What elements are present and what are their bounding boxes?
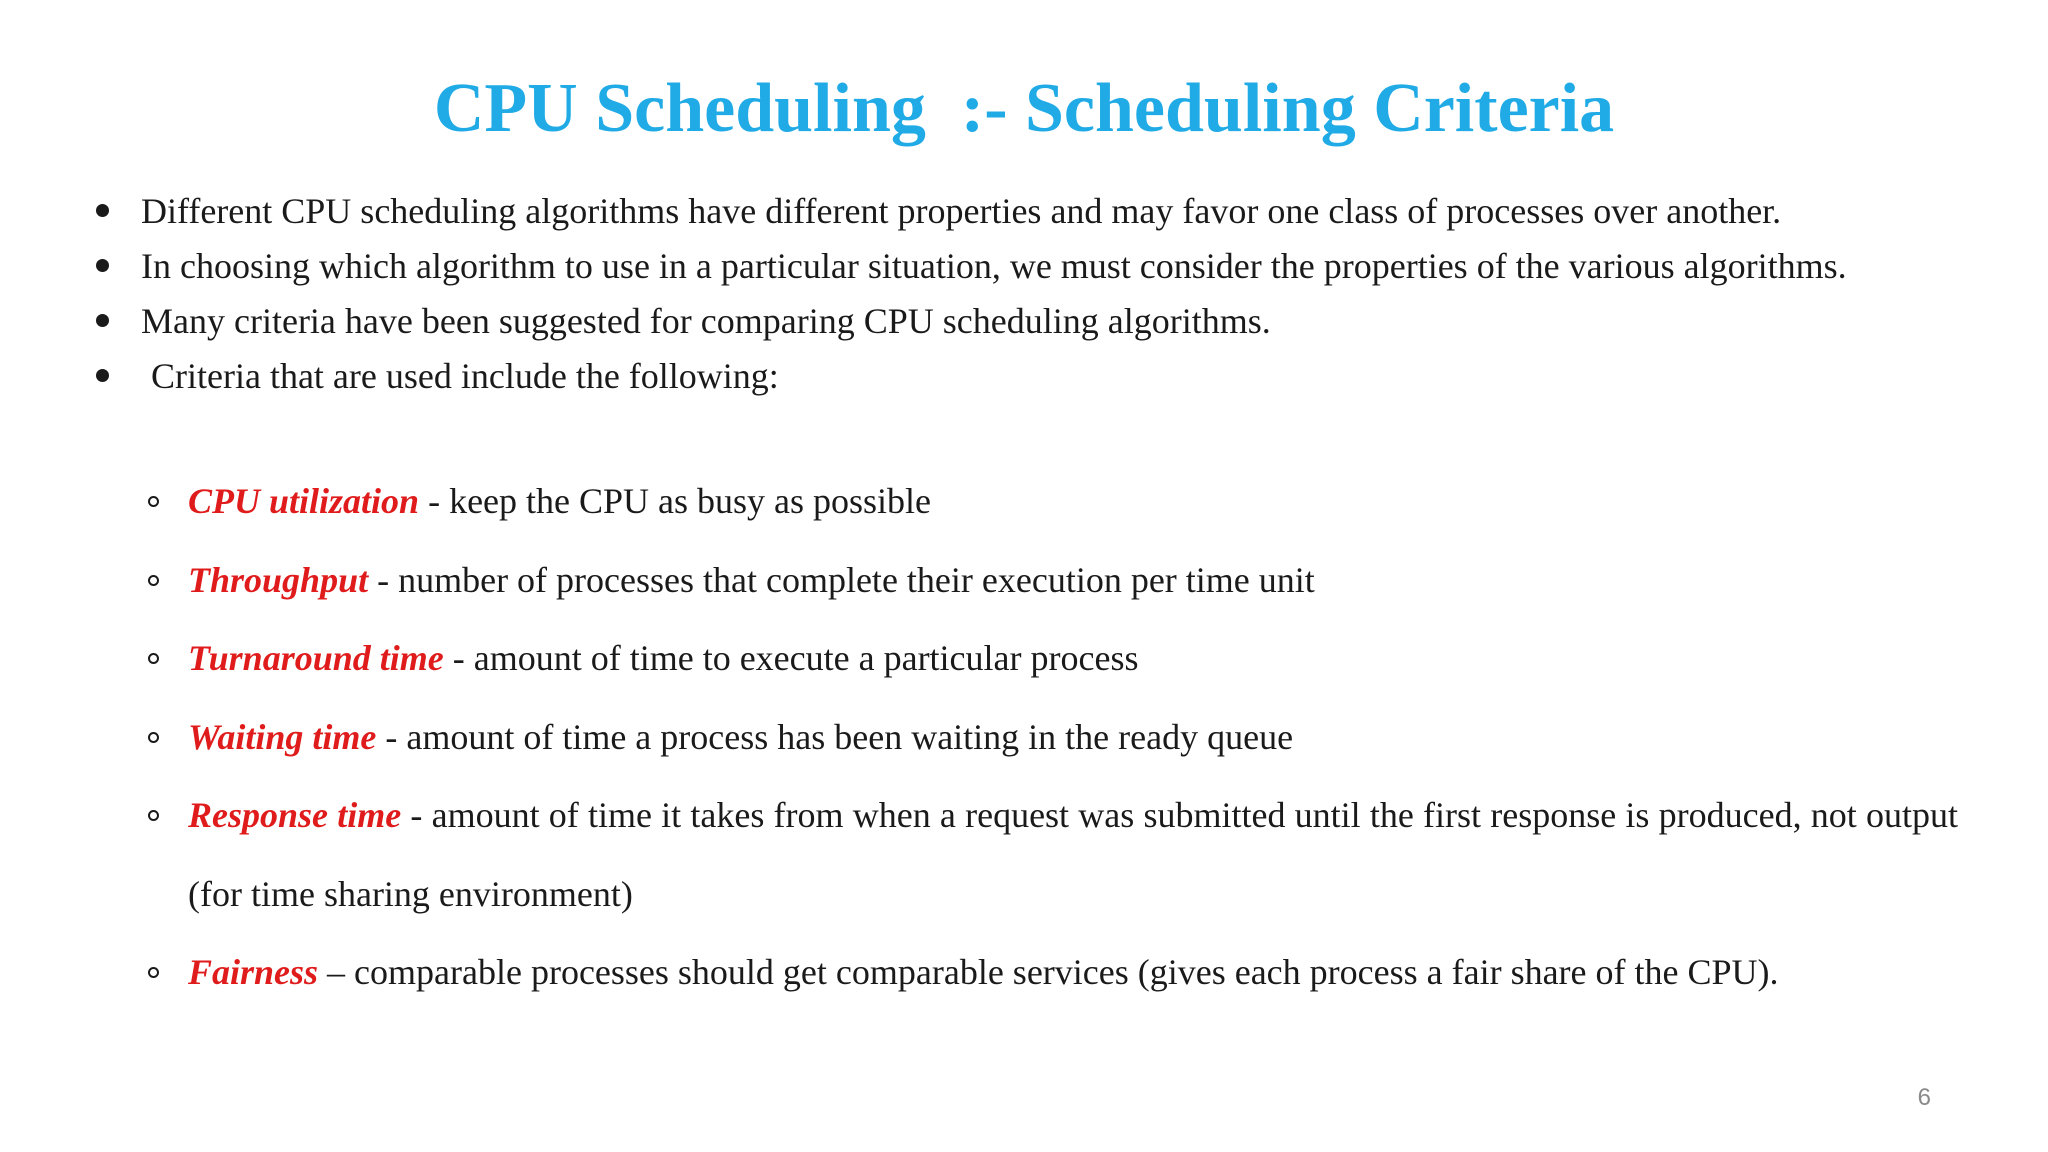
criteria-term: Response time <box>188 795 402 835</box>
bullet-text: Criteria that are used include the following: <box>151 356 779 396</box>
sub-bullet-circle-icon <box>148 496 159 507</box>
criteria-item-response-time <box>148 776 1958 933</box>
bullet-text: Different CPU scheduling algorithms have different properties and may favor one class of processes over another. <box>141 191 1782 231</box>
criteria-description: - amount of time a process has been waiting in the ready queue <box>376 716 1294 757</box>
criteria-description: – comparable processes should get comparable services (gives each process a fair share of the CPU). <box>318 952 1779 992</box>
criteria-list <box>148 462 1958 1012</box>
page-number: 6 <box>1917 1084 1931 1111</box>
bullet-dot-icon <box>96 259 109 272</box>
bullet-dot-icon <box>96 314 109 327</box>
bullet-item <box>96 353 1996 399</box>
sub-bullet-circle-icon <box>148 653 159 664</box>
slide-title: CPU Scheduling :- Scheduling Criteria <box>433 70 1615 147</box>
criteria-item-cpu-utilization <box>148 462 1958 541</box>
sub-bullet-circle-icon <box>148 967 159 978</box>
criteria-term: Fairness <box>188 952 319 992</box>
bullet-text: Many criteria have been suggested for comparing CPU scheduling algorithms. <box>141 301 1271 341</box>
criteria-item-waiting-time <box>148 698 1958 777</box>
bullet-dot-icon <box>96 369 109 382</box>
criteria-term: Throughput <box>188 559 369 600</box>
criteria-description: - number of processes that complete their execution per time unit <box>368 559 1315 600</box>
criteria-item-turnaround-time <box>148 619 1958 698</box>
criteria-item-throughput <box>148 541 1958 620</box>
bullet-list <box>96 188 1996 408</box>
criteria-description: - amount of time to execute a particular process <box>443 638 1139 678</box>
criteria-item-fairness <box>148 933 1958 1012</box>
criteria-term: Waiting time <box>188 716 377 757</box>
sub-bullet-circle-icon <box>148 732 159 743</box>
bullet-text: In choosing which algorithm to use in a particular situation, we must consider the properties of the various algorithms. <box>141 246 1847 286</box>
bullet-item <box>96 243 1996 289</box>
criteria-term: Turnaround time <box>188 638 444 678</box>
sub-bullet-circle-icon <box>148 810 159 821</box>
criteria-description: - amount of time it takes from when a request was submitted until the first response is produced, not output (for time sharing environment) <box>188 795 1958 914</box>
bullet-item <box>96 188 1996 234</box>
bullet-item <box>96 298 1996 344</box>
criteria-term: CPU utilization <box>188 481 420 521</box>
criteria-description: - keep the CPU as busy as possible <box>419 481 932 521</box>
sub-bullet-circle-icon <box>148 575 159 586</box>
bullet-dot-icon <box>96 204 109 217</box>
